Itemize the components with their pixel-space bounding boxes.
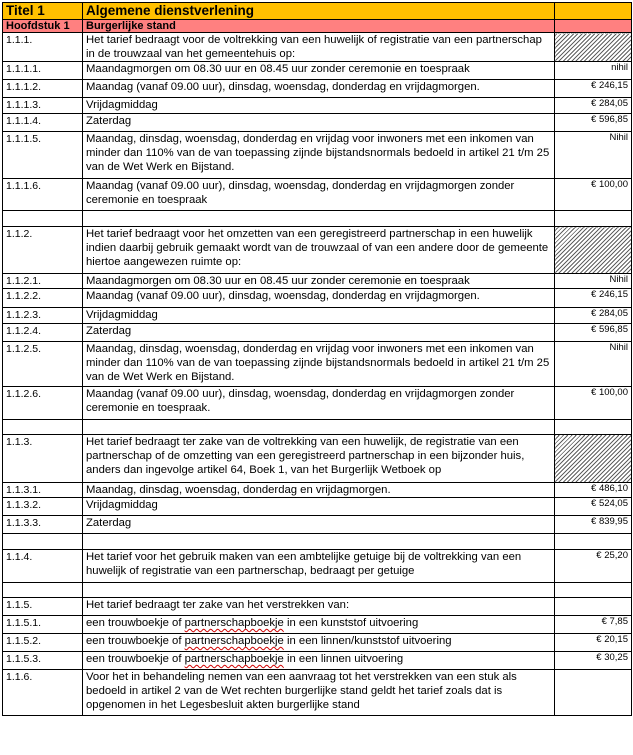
fee-amount: Nihil bbox=[555, 132, 632, 179]
fee-amount bbox=[555, 534, 632, 550]
article-description bbox=[83, 211, 555, 227]
article-description: Vrijdagmiddag bbox=[83, 98, 555, 114]
fee-amount: € 596,85 bbox=[555, 114, 632, 132]
fee-amount: € 20,15 bbox=[555, 634, 632, 652]
fee-amount: nihil bbox=[555, 62, 632, 80]
chapter-text: Burgerlijke stand bbox=[83, 20, 555, 33]
article-description: Maandag (vanaf 09.00 uur), dinsdag, woensdag, donderdag en vrijdagmorgen. bbox=[83, 289, 555, 308]
spellcheck-word: partnerschapboekje bbox=[184, 617, 284, 629]
article-description: Maandag (vanaf 09.00 uur), dinsdag, woensdag, donderdag en vrijdagmorgen zonder ceremonie en toespraak bbox=[83, 179, 555, 211]
table-row bbox=[3, 435, 632, 483]
table-row bbox=[3, 616, 632, 634]
article-code: 1.1.5.3. bbox=[3, 652, 83, 670]
table-row bbox=[3, 498, 632, 516]
article-code: 1.1.2.5. bbox=[3, 342, 83, 387]
table-row bbox=[3, 516, 632, 534]
table-row bbox=[3, 670, 632, 716]
table-row bbox=[3, 289, 632, 308]
article-code: 1.1.3. bbox=[3, 435, 83, 483]
table-row bbox=[3, 80, 632, 98]
article-description: Maandag, dinsdag, woensdag, donderdag en vrijdag voor inwoners met een inkomen van minder dan 110% van de van toepassing zijnde bijstandsnormals bedoeld in artikel 21 t/m 25 van de Wet Werk en Bijstand. bbox=[83, 132, 555, 179]
article-code: 1.1.1.2. bbox=[3, 80, 83, 98]
spellcheck-word: partnerschapboekje bbox=[184, 653, 284, 665]
blank-row bbox=[3, 420, 632, 435]
title-label: Titel 1 bbox=[3, 3, 83, 20]
article-description: Vrijdagmiddag bbox=[83, 498, 555, 516]
table-row bbox=[3, 179, 632, 211]
article-code: 1.1.1. bbox=[3, 33, 83, 62]
fee-amount bbox=[555, 670, 632, 716]
fee-amount: € 7,85 bbox=[555, 616, 632, 634]
fee-amount bbox=[555, 211, 632, 227]
article-description: Het tarief bedraagt voor de voltrekking van een huwelijk of registratie van een partnerschap in de trouwzaal van het gemeentehuis op: bbox=[83, 33, 555, 62]
table-row bbox=[3, 387, 632, 420]
table-row bbox=[3, 274, 632, 289]
article-code: 1.1.1.5. bbox=[3, 132, 83, 179]
fee-amount bbox=[555, 583, 632, 598]
article-code: 1.1.4. bbox=[3, 550, 83, 583]
article-code: 1.1.1.4. bbox=[3, 114, 83, 132]
blank-row bbox=[3, 534, 632, 550]
article-code: 1.1.1.6. bbox=[3, 179, 83, 211]
article-code: 1.1.3.3. bbox=[3, 516, 83, 534]
article-description: Zaterdag bbox=[83, 114, 555, 132]
table-row bbox=[3, 33, 632, 62]
article-description: Maandagmorgen om 08.30 uur en 08.45 uur zonder ceremonie en toespraak bbox=[83, 274, 555, 289]
article-description: Het tarief bedraagt ter zake van het verstrekken van: bbox=[83, 598, 555, 616]
article-code: 1.1.1.3. bbox=[3, 98, 83, 114]
fee-amount: € 30,25 bbox=[555, 652, 632, 670]
fee-amount: € 596,85 bbox=[555, 324, 632, 342]
blank-row bbox=[3, 583, 632, 598]
table-row bbox=[3, 62, 632, 80]
fee-amount: Nihil bbox=[555, 274, 632, 289]
article-description: een trouwboekje of partnerschapboekje in een linnen/kunststof uitvoering bbox=[83, 634, 555, 652]
article-code: 1.1.1.1. bbox=[3, 62, 83, 80]
article-code: 1.1.2. bbox=[3, 227, 83, 274]
table-row bbox=[3, 132, 632, 179]
fee-amount: € 284,05 bbox=[555, 308, 632, 324]
title-row bbox=[3, 3, 632, 20]
fee-amount: € 524,05 bbox=[555, 498, 632, 516]
title-text: Algemene dienstverlening bbox=[83, 3, 555, 20]
article-description: Maandagmorgen om 08.30 uur en 08.45 uur zonder ceremonie en toespraak bbox=[83, 62, 555, 80]
hatched-cell bbox=[555, 435, 632, 483]
fee-amount: € 100,00 bbox=[555, 179, 632, 211]
article-description: Het tarief bedraagt ter zake van de voltrekking van een huwelijk, de registratie van een partnerschap of de omzetting van een geregistreerd partnerschap in een bijzonder huis, anders dan ingevolge artikel 64, Boek 1, van het Burgerlijk Wetboek op bbox=[83, 435, 555, 483]
article-code: 1.1.3.1. bbox=[3, 483, 83, 498]
article-description: Maandag, dinsdag, woensdag, donderdag en vrijdagmorgen. bbox=[83, 483, 555, 498]
fee-amount: € 100,00 bbox=[555, 387, 632, 420]
article-code bbox=[3, 583, 83, 598]
article-code: 1.1.6. bbox=[3, 670, 83, 716]
article-description: Maandag (vanaf 09.00 uur), dinsdag, woensdag, donderdag en vrijdagmorgen zonder ceremonie en toespraak. bbox=[83, 387, 555, 420]
table-row bbox=[3, 324, 632, 342]
article-description: Maandag (vanaf 09.00 uur), dinsdag, woensdag, donderdag en vrijdagmorgen. bbox=[83, 80, 555, 98]
table-row bbox=[3, 342, 632, 387]
table-row bbox=[3, 634, 632, 652]
article-code: 1.1.2.4. bbox=[3, 324, 83, 342]
title-value-cell bbox=[555, 3, 632, 20]
fee-amount: € 246,15 bbox=[555, 289, 632, 308]
table-row bbox=[3, 598, 632, 616]
article-description: Maandag, dinsdag, woensdag, donderdag en vrijdag voor inwoners met een inkomen van minder dan 110% van de van toepassing zijnde bijstandsnormals bedoeld in artikel 21 t/m 25 van de Wet Werk en Bijstand. bbox=[83, 342, 555, 387]
article-description: Voor het in behandeling nemen van een aanvraag tot het verstrekken van een stuk als bedoeld in artikel 2 van de Wet rechten burgerlijke stand geldt het tarief zoals dat is opgenomen in het Legesbesluit akten burgerlijke stand bbox=[83, 670, 555, 716]
fee-amount bbox=[555, 420, 632, 435]
table-row bbox=[3, 652, 632, 670]
article-description: Zaterdag bbox=[83, 324, 555, 342]
article-code: 1.1.5.1. bbox=[3, 616, 83, 634]
article-code: 1.1.3.2. bbox=[3, 498, 83, 516]
article-code: 1.1.5.2. bbox=[3, 634, 83, 652]
article-description: een trouwboekje of partnerschapboekje in een kunststof uitvoering bbox=[83, 616, 555, 634]
article-code: 1.1.2.2. bbox=[3, 289, 83, 308]
chapter-label: Hoofdstuk 1 bbox=[3, 20, 83, 33]
article-code: 1.1.2.3. bbox=[3, 308, 83, 324]
hatched-cell bbox=[555, 33, 632, 62]
article-description: Zaterdag bbox=[83, 516, 555, 534]
article-code bbox=[3, 534, 83, 550]
table-row bbox=[3, 550, 632, 583]
fee-amount bbox=[555, 598, 632, 616]
article-description: Het tarief voor het gebruik maken van een ambtelijke getuige bij de voltrekking van een huwelijk of registratie van een partnerschap, bedraagt per getuige bbox=[83, 550, 555, 583]
article-description bbox=[83, 583, 555, 598]
chapter-value-cell bbox=[555, 20, 632, 33]
article-code bbox=[3, 211, 83, 227]
table-row bbox=[3, 227, 632, 274]
article-description: Vrijdagmiddag bbox=[83, 308, 555, 324]
fee-amount: Nihil bbox=[555, 342, 632, 387]
table-row bbox=[3, 308, 632, 324]
article-description bbox=[83, 534, 555, 550]
article-description: Het tarief bedraagt voor het omzetten van een geregistreerd partnerschap in een huwelijk indien daarbij gebruik gemaakt wordt van de trouwzaal of van een andere door de gemeente hiertoe aangewezen ruimte op: bbox=[83, 227, 555, 274]
fee-amount: € 839,95 bbox=[555, 516, 632, 534]
table-row bbox=[3, 98, 632, 114]
blank-row bbox=[3, 211, 632, 227]
fee-amount: € 246,15 bbox=[555, 80, 632, 98]
article-code bbox=[3, 420, 83, 435]
article-description: een trouwboekje of partnerschapboekje in een linnen uitvoering bbox=[83, 652, 555, 670]
article-code: 1.1.5. bbox=[3, 598, 83, 616]
chapter-row bbox=[3, 20, 632, 33]
table-row bbox=[3, 114, 632, 132]
article-code: 1.1.2.6. bbox=[3, 387, 83, 420]
fee-amount: € 486,10 bbox=[555, 483, 632, 498]
fee-amount: € 284,05 bbox=[555, 98, 632, 114]
article-description bbox=[83, 420, 555, 435]
fee-table bbox=[2, 2, 632, 716]
fee-amount: € 25,20 bbox=[555, 550, 632, 583]
spellcheck-word: partnerschapboekje bbox=[184, 635, 284, 647]
hatched-cell bbox=[555, 227, 632, 274]
table-row bbox=[3, 483, 632, 498]
article-code: 1.1.2.1. bbox=[3, 274, 83, 289]
